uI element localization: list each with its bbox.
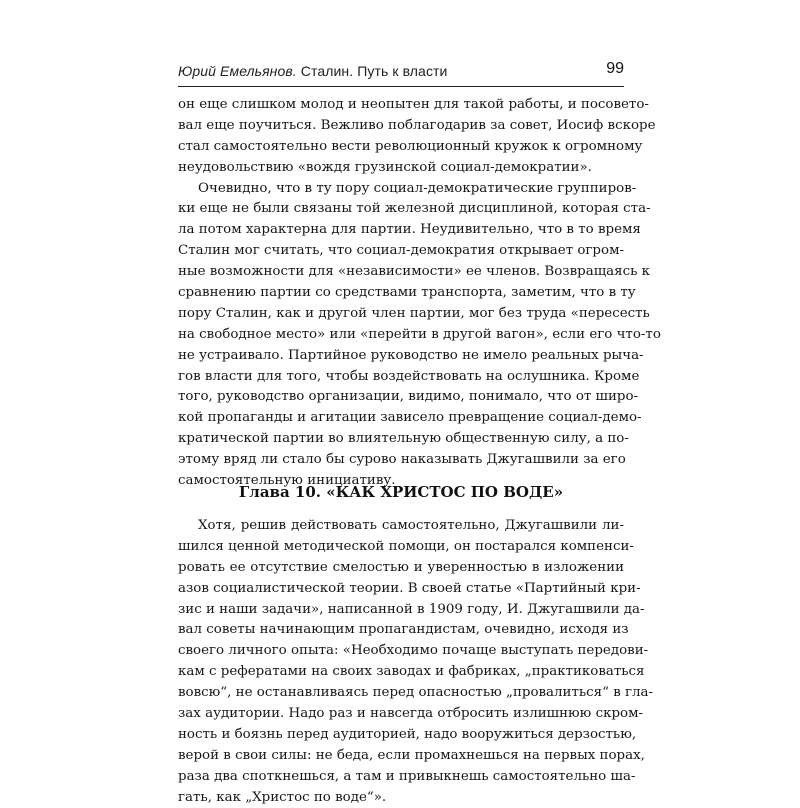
header-book-title: Сталин. Путь к власти: [300, 63, 448, 79]
text-line: Очевидно, что в ту пору социал-демократические группиров-: [198, 180, 637, 196]
text-line: неудовольствию «вождя грузинской социал-демократии».: [178, 159, 592, 175]
text-line: пору Сталин, как и другой член партии, мог без труда «пересесть: [178, 305, 650, 321]
text-line: азов социалистической теории. В своей статье «Партийный кри-: [178, 580, 641, 596]
text-line: своего личного опыта: «Необходимо почаще выступать передови-: [178, 643, 649, 659]
text-line: вал еще поучиться. Вежливо поблагодарив за совет, Иосиф вскоре: [178, 117, 656, 133]
text-line: гов власти для того, чтобы воздействовать на ослушника. Кроме: [178, 368, 640, 384]
header-author: Юрий Емельянов.: [178, 63, 297, 79]
text-line: раза два споткнешься, а там и привыкнешь самостоятельно ша-: [178, 768, 636, 784]
text-line: Сталин мог считать, что социал-демократия открывает огром-: [178, 243, 625, 259]
text-line: верой в свои силы: не беда, если промахнешься на первых порах,: [178, 747, 645, 763]
text-line: вал советы начинающим пропагандистам, очевидно, исходя из: [178, 622, 629, 638]
text-line: стал самостоятельно вести революционный кружок к огромному: [178, 138, 643, 154]
text-line: вовсю“, не останавливаясь перед опасностью „провалиться“ в гла-: [178, 685, 654, 701]
text-line: этому вряд ли стало бы сурово наказывать Джугашвили за его: [178, 452, 626, 468]
text-line: кой пропаганды и агитации зависело превращение социал-демо-: [178, 410, 642, 426]
text-line: зах аудитории. Надо раз и навсегда отбросить излишнюю скром-: [178, 706, 644, 722]
text-line: он еще слишком молод и неопытен для такой работы, и посовето-: [178, 97, 649, 112]
running-title: [178, 63, 447, 79]
running-header: [178, 60, 624, 87]
text-line: ла потом характерна для партии. Неудивительно, что в то время: [178, 222, 641, 238]
text-line: Хотя, решив действовать самостоятельно, Джугашвили ли-: [198, 518, 624, 533]
text-line: ность и боязнь перед аудиторией, надо вооружиться дерзостью,: [178, 726, 637, 742]
text-line: кам с рефератами на своих заводах и фабриках, „практиковаться: [178, 664, 645, 680]
text-line: ки еще не были связаны той железной дисциплиной, которая ста-: [178, 201, 651, 217]
text-line: на свободное место» или «перейти в другой вагон», если его что-то: [178, 326, 661, 342]
text-line: сравнению партии со средствами транспорта, заметим, что в ту: [178, 285, 636, 301]
body-text-section-2: [178, 516, 654, 808]
text-line: самостоятельную инициативу.: [178, 473, 396, 489]
text-line: шился ценной методической помощи, он постарался компенси-: [178, 538, 634, 554]
text-line: ровать ее отсутствие смелостью и уверенностью в изложении: [178, 559, 624, 575]
page-number: 99: [606, 60, 624, 77]
chapter-heading: Глава 10. «КАК ХРИСТОС ПО ВОДЕ»: [238, 483, 564, 501]
text-line: гать, как „Христос по воде“».: [178, 789, 387, 805]
text-line: не устраивало. Партийное руководство не имело реальных рыча-: [178, 347, 644, 363]
text-line: ные возможности для «независимости» ее членов. Возвращаясь к: [178, 264, 650, 280]
body-text-section-1: [178, 95, 661, 492]
text-line: кратической партии во влиятельную общественную силу, а по-: [178, 431, 629, 447]
text-line: того, руководство организации, видимо, понимало, что от широ-: [178, 389, 639, 405]
text-line: зис и наши задачи», написанной в 1909 году, И. Джугашвили да-: [178, 601, 645, 617]
